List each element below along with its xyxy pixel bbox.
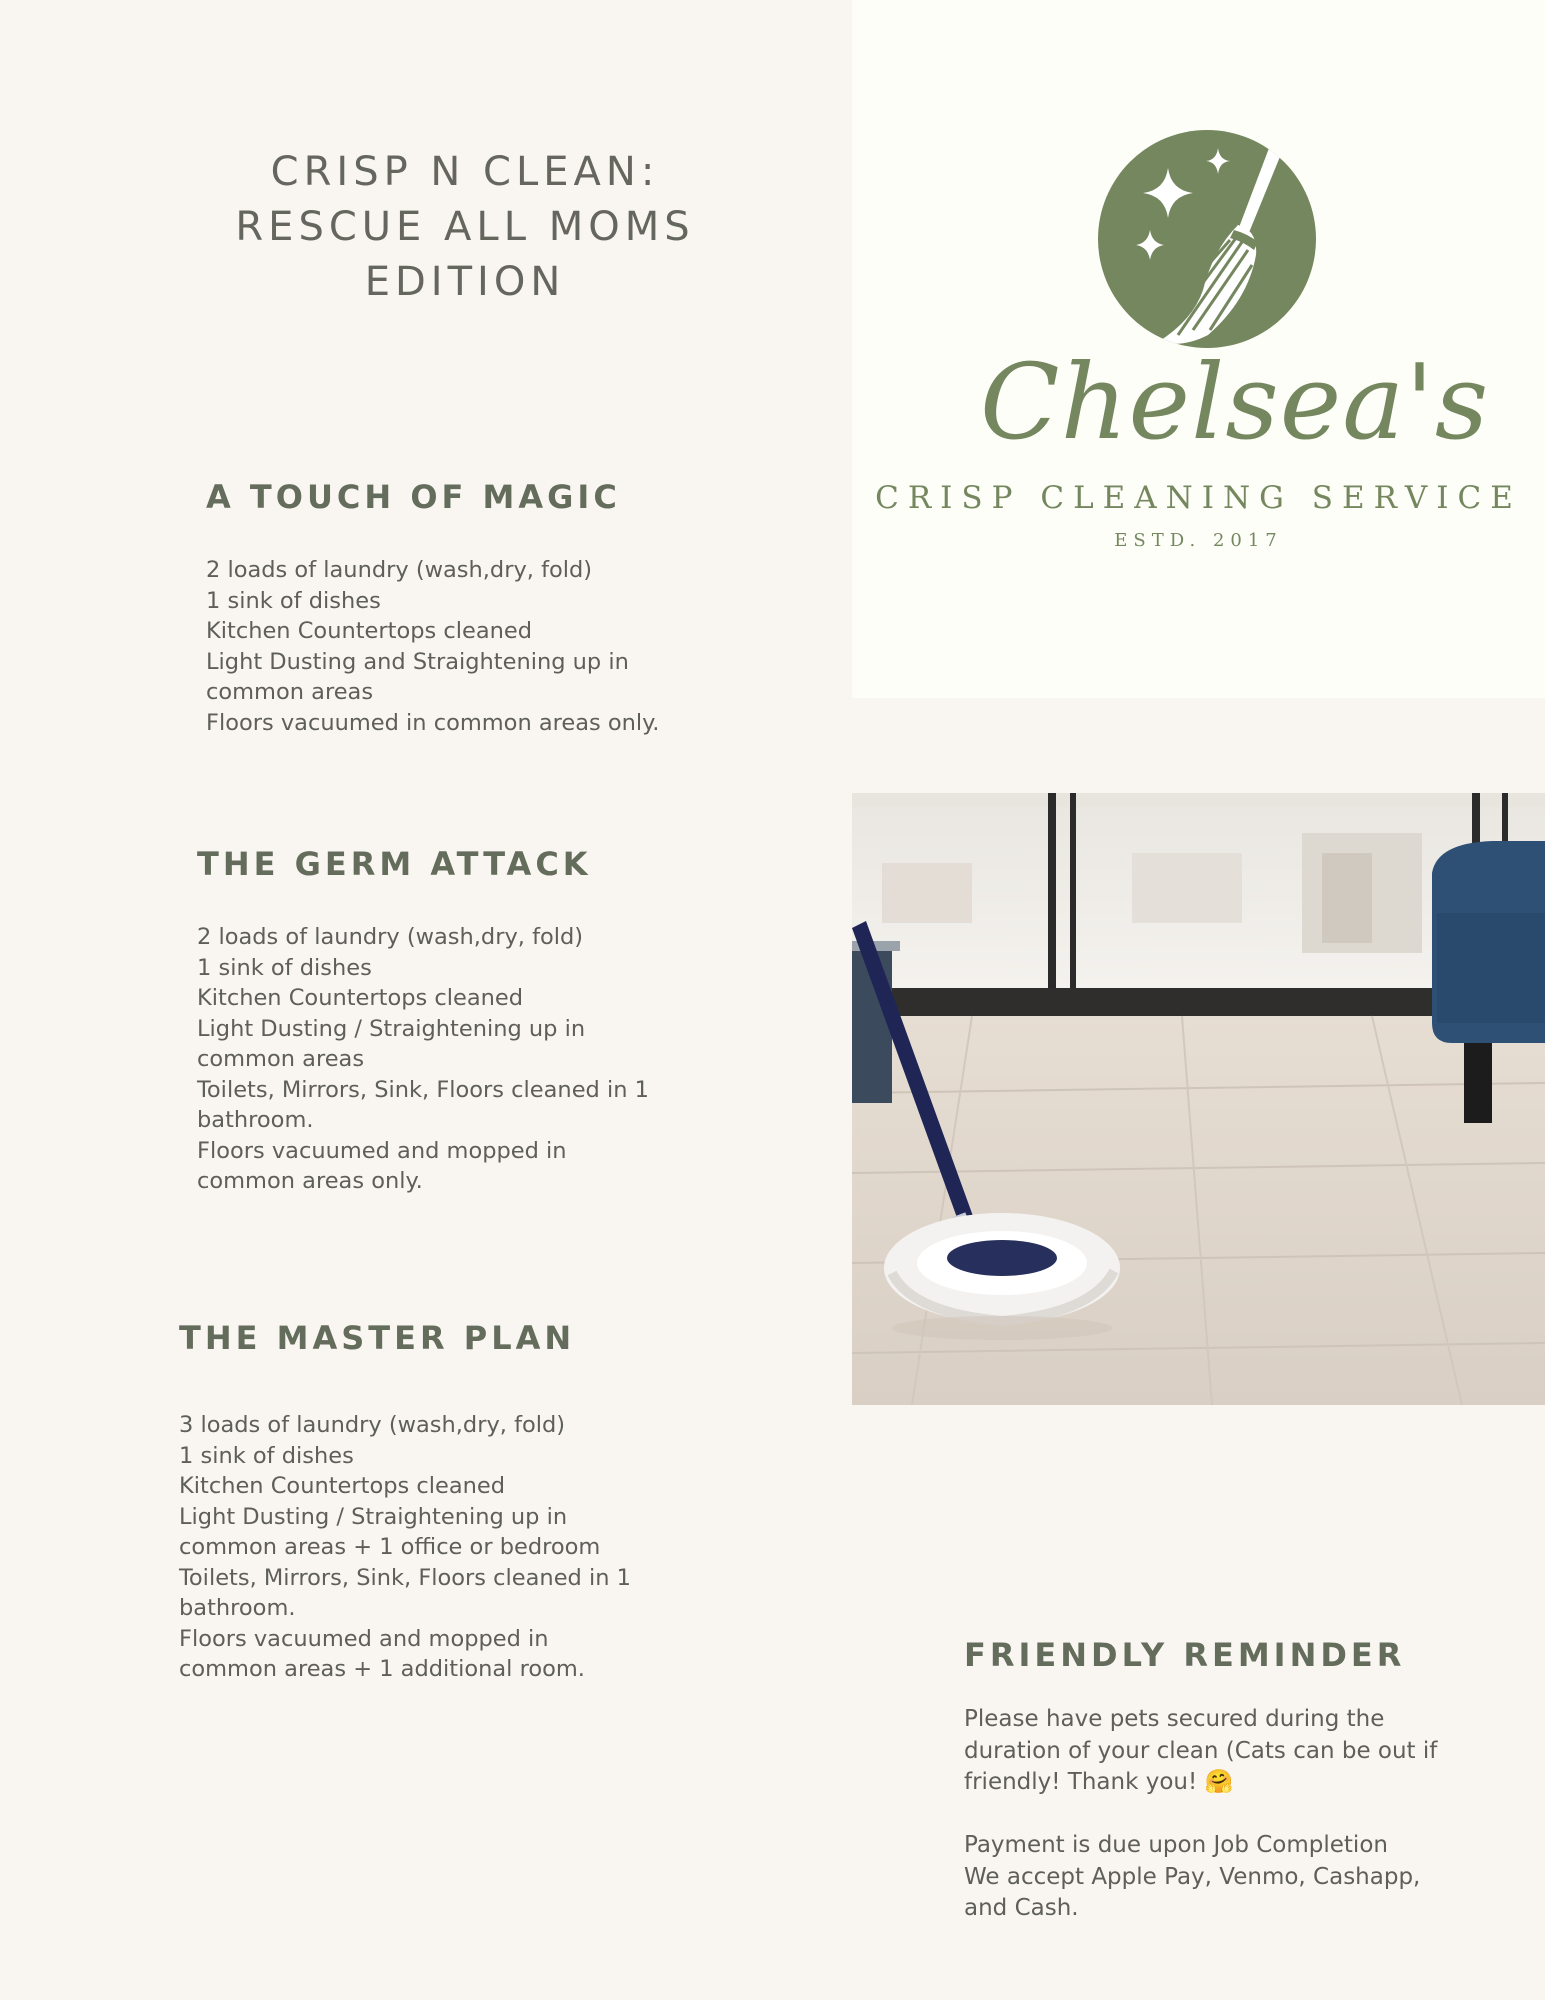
list-item: Toilets, Mirrors, Sink, Floors cleaned in 1: [179, 1564, 631, 1591]
list-item: bathroom.: [179, 1595, 296, 1621]
reminder-heading: FRIENDLY REMINDER: [964, 1636, 1406, 1674]
section-heading-master-plan: THE MASTER PLAN: [179, 1319, 576, 1357]
reminder-line: We accept Apple Pay, Venmo, Cashapp,: [964, 1863, 1421, 1890]
logo-script-name: Chelsea's: [980, 341, 1490, 463]
reminder-line: Please have pets secured during the: [964, 1706, 1385, 1732]
section-heading-touch-of-magic: A TOUCH OF MAGIC: [206, 478, 621, 516]
logo-business-name: CRISP CLEANING SERVICE: [875, 480, 1522, 516]
section-list-touch-of-magic: [206, 555, 659, 738]
broom-sparkles-icon: [1098, 130, 1316, 348]
reminder-line: duration of your clean (Cats can be out if: [964, 1737, 1438, 1764]
reminder-line: Payment is due upon Job Completion: [964, 1832, 1388, 1858]
list-item: Kitchen Countertops cleaned: [206, 618, 533, 644]
title-line-2: RESCUE ALL MOMS: [235, 204, 695, 250]
list-item: Light Dusting / Straightening up in: [197, 1015, 586, 1042]
section-heading-germ-attack: THE GERM ATTACK: [197, 845, 592, 883]
list-item: Kitchen Countertops cleaned: [179, 1473, 506, 1499]
list-item: 2 loads of laundry (wash,dry, fold): [206, 557, 593, 583]
list-item: common areas: [206, 679, 374, 705]
list-item: 1 sink of dishes: [197, 954, 372, 981]
reminder-line: friendly! Thank you! 🤗: [964, 1769, 1234, 1795]
list-item: common areas only.: [197, 1168, 423, 1194]
list-item: bathroom.: [197, 1107, 314, 1133]
logo-established: ESTD. 2017: [1114, 530, 1283, 551]
list-item: common areas + 1 additional room.: [179, 1656, 585, 1682]
list-item: Light Dusting / Straightening up in: [179, 1503, 568, 1530]
list-item: common areas + 1 office or bedroom: [179, 1534, 601, 1560]
list-item: Floors vacuumed and mopped in: [197, 1137, 567, 1164]
section-list-master-plan: [179, 1410, 631, 1685]
mop-on-floor-photo: [852, 793, 1545, 1405]
list-item: 1 sink of dishes: [179, 1442, 354, 1469]
section-list-germ-attack: [197, 922, 649, 1197]
list-item: 3 loads of laundry (wash,dry, fold): [179, 1412, 566, 1438]
title-line-3: EDITION: [364, 259, 566, 305]
list-item: Floors vacuumed in common areas only.: [206, 709, 660, 736]
list-item: Light Dusting and Straightening up in: [206, 648, 629, 675]
list-item: 2 loads of laundry (wash,dry, fold): [197, 924, 584, 950]
list-item: common areas: [197, 1046, 365, 1072]
reminder-text: [964, 1704, 1437, 1925]
page-title: [150, 145, 780, 310]
title-line-1: CRISP N CLEAN:: [270, 149, 660, 195]
list-item: Kitchen Countertops cleaned: [197, 985, 524, 1011]
reminder-line: and Cash.: [964, 1895, 1079, 1921]
list-item: Floors vacuumed and mopped in: [179, 1625, 549, 1652]
list-item: 1 sink of dishes: [206, 587, 381, 614]
list-item: Toilets, Mirrors, Sink, Floors cleaned in 1: [197, 1076, 649, 1103]
reminder-line: [964, 1799, 1437, 1831]
